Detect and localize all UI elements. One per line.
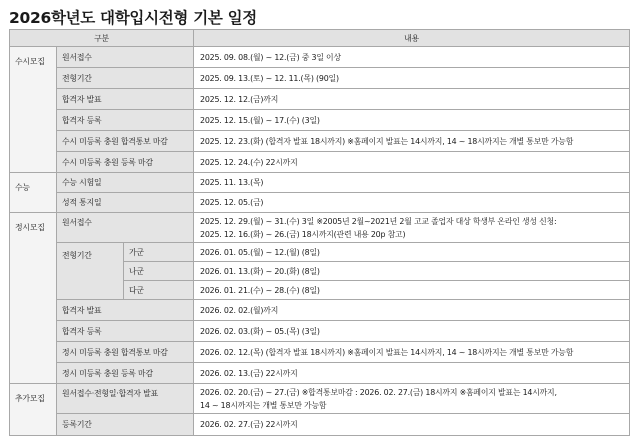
category-susi: 수시모집 <box>10 47 57 173</box>
row-label: 원서접수·전형일·합격자 발표 <box>57 384 194 414</box>
row-label: 정시 미등록 충원 합격통보 마감 <box>57 342 194 363</box>
table-row <box>10 213 630 243</box>
row-label: 합격자 등록 <box>57 110 194 131</box>
page-title: 2026학년도 대학입시전형 기본 일정 <box>9 9 257 27</box>
table-row <box>10 342 630 363</box>
category-chuga: 추가모집 <box>10 384 57 436</box>
row-value: 2025. 09. 13.(토) ~ 12. 11.(목) (90일) <box>194 68 630 89</box>
row-label: 수시 미등록 충원 합격통보 마감 <box>57 131 194 152</box>
row-label: 수시 미등록 충원 등록 마감 <box>57 152 194 173</box>
table-row <box>10 131 630 152</box>
row-label: 성적 통지일 <box>57 193 194 213</box>
row-value: 2025. 09. 08.(월) ~ 12.(금) 중 3일 이상 <box>194 47 630 68</box>
row-label: 원서접수 <box>57 47 194 68</box>
row-label: 합격자 발표 <box>57 89 194 110</box>
row-value <box>194 213 630 243</box>
header-row <box>10 30 630 47</box>
row-value: 2025. 12. 15.(월) ~ 17.(수) (3일) <box>194 110 630 131</box>
category-jeongsi: 정시모집 <box>10 213 57 384</box>
table-row <box>10 243 630 262</box>
row-value: 2026. 02. 13.(금) 22시까지 <box>194 363 630 384</box>
table-row <box>10 152 630 173</box>
table-row <box>10 89 630 110</box>
row-value: 2026. 01. 05.(월) ~ 12.(월) (8일) <box>194 243 630 262</box>
row-value: 2026. 02. 27.(금) 22시까지 <box>194 414 630 436</box>
chuga-line-2: 14 ~ 18시까지는 개별 통보만 가능함 <box>200 400 327 410</box>
table-row <box>10 384 630 414</box>
row-value <box>194 384 630 414</box>
row-value: 2026. 02. 02.(월)까지 <box>194 300 630 321</box>
table-row <box>10 47 630 68</box>
row-value: 2025. 12. 12.(금)까지 <box>194 89 630 110</box>
table-row <box>10 173 630 193</box>
row-value: 2026. 01. 13.(화) ~ 20.(화) (8일) <box>194 262 630 281</box>
apply-line-1: 2025. 12. 29.(월) ~ 31.(수) 3일 ※2005년 2월~2021년 2월 고교 졸업자 대상 학생부 온라인 생성 신청: <box>200 216 557 226</box>
row-value: 2025. 12. 05.(금) <box>194 193 630 213</box>
row-label: 합격자 발표 <box>57 300 194 321</box>
row-value: 2026. 02. 03.(화) ~ 05.(목) (3일) <box>194 321 630 342</box>
row-label: 원서접수 <box>57 213 194 243</box>
table-row <box>10 193 630 213</box>
row-label: 합격자 등록 <box>57 321 194 342</box>
row-value: 2026. 01. 21.(수) ~ 28.(수) (8일) <box>194 281 630 300</box>
table-row <box>10 414 630 436</box>
track-label: 나군 <box>124 262 194 281</box>
row-label: 전형기간 <box>57 68 194 89</box>
chuga-line-1: 2026. 02. 20.(금) ~ 27.(금) ※합격통보마감 : 2026. 02. 27.(금) 18시까지 ※홈페이지 발표는 14시까지, <box>200 387 557 397</box>
row-label: 정시 미등록 충원 등록 마감 <box>57 363 194 384</box>
track-label: 가군 <box>124 243 194 262</box>
table-row <box>10 321 630 342</box>
period-label: 전형기간 <box>57 243 124 300</box>
table-row <box>10 110 630 131</box>
row-value: 2025. 12. 23.(화) (합격자 발표 18시까지) ※홈페이지 발표는 14시까지, 14 ~ 18시까지는 개별 통보만 가능함 <box>194 131 630 152</box>
row-label: 수능 시험일 <box>57 173 194 193</box>
table-row <box>10 68 630 89</box>
track-label: 다군 <box>124 281 194 300</box>
row-label: 등록기간 <box>57 414 194 436</box>
content-header: 내용 <box>194 30 630 47</box>
row-value: 2025. 11. 13.(목) <box>194 173 630 193</box>
row-value: 2025. 12. 24.(수) 22시까지 <box>194 152 630 173</box>
category-header: 구분 <box>10 30 194 47</box>
table-row <box>10 300 630 321</box>
schedule-table <box>9 29 630 436</box>
row-value: 2026. 02. 12.(목) (합격자 발표 18시까지) ※홈페이지 발표는 14시까지, 14 ~ 18시까지는 개별 통보만 가능함 <box>194 342 630 363</box>
apply-line-2: 2025. 12. 16.(화) ~ 26.(금) 18시까지(관련 내용 20p 참고) <box>200 229 406 239</box>
table-row <box>10 363 630 384</box>
category-suneung: 수능 <box>10 173 57 213</box>
